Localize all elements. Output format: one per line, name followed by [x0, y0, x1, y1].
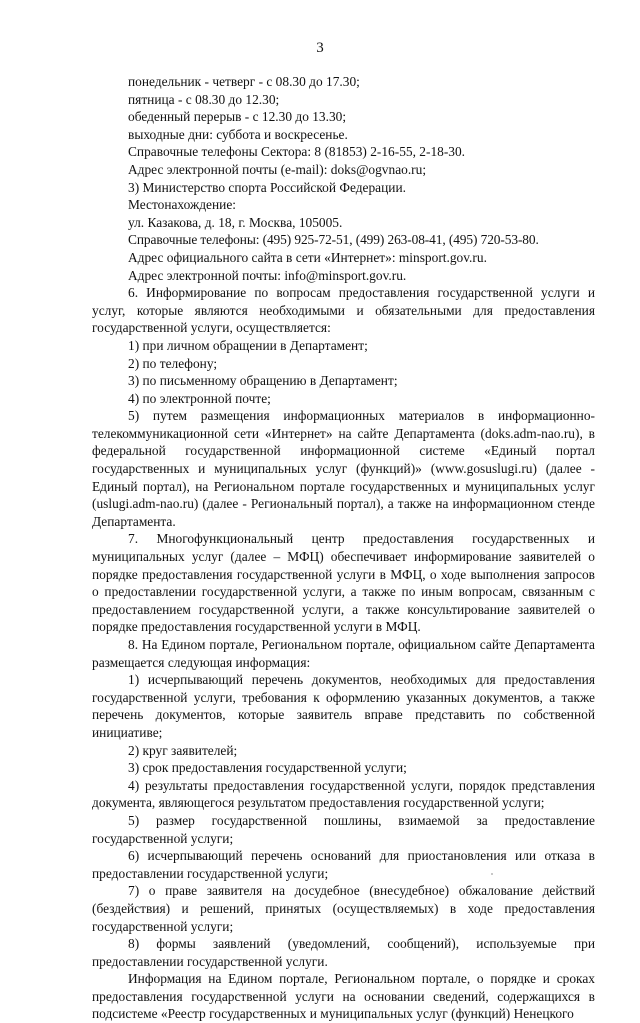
clause-8-item-7: 7) о праве заявителя на досудебное (внесудебное) обжалование действий (бездействия) и решений, принятых (осуществляемых) в ходе предоставления государственной услуги;	[92, 883, 595, 934]
document-body	[92, 73, 595, 1023]
ministry-phones: Справочные телефоны: (495) 925-72-51, (499) 263-08-41, (495) 720-53-80.	[128, 232, 539, 248]
clause-8-item-2: 2) круг заявителей;	[128, 742, 238, 758]
clause-8-item-5: 5) размер государственной пошлины, взимаемой за предоставление государственной услуги;	[92, 812, 595, 846]
clause-8-item-1: 1) исчерпывающий перечень документов, необходимых для предоставления государственной услуги, требования к оформлению указанных документов, а также перечень документов, которые заявитель вправе представить по собственной инициативе;	[92, 672, 595, 740]
schedule-lunch-break: обеденный перерыв - с 12.30 до 13.30;	[128, 109, 347, 125]
clause-6-item-3: 3) по письменному обращению в Департамент;	[128, 373, 398, 389]
ministry-email: Адрес электронной почты: info@minsport.gov.ru.	[128, 267, 407, 283]
scan-speck	[491, 873, 493, 875]
information-paragraph: Информация на Едином портале, Региональном портале, о порядке и сроках предоставления государственной услуги на основании сведений, содержащихся в подсистеме «Реестр государственных и муниципальных услуг (функций) Ненецкого	[92, 971, 595, 1022]
clause-8-item-8: 8) формы заявлений (уведомлений, сообщений), используемые при предоставлении государственной услуги.	[92, 936, 595, 969]
clause-6-item-5: 5) путем размещения информационных материалов в информационно-телекоммуникационной сети «Интернет» на сайте Департамента (doks.adm-nao.ru), в федеральной государственной информационной системе «Единый портал государственных и муниципальных услуг (функций)» (www.gosuslugi.ru) (далее - Единый портал), на Региональном портале государственных и муниципальных услуг (uslugi.adm-nao.ru) (далее - Региональный портал), а также на информационном стенде Департамента.	[92, 408, 595, 529]
clause-8-item-6: 6) исчерпывающий перечень оснований для приостановления или отказа в предоставлении государственной услуги;	[92, 848, 595, 881]
schedule-friday: пятница - с 08.30 до 12.30;	[128, 91, 280, 107]
clause-8-item-4: 4) результаты предоставления государственной услуги, порядок представления документа, являющегося результатом предоставления государственной услуги;	[92, 777, 595, 811]
ministry-website: Адрес официального сайта в сети «Интернет»: minsport.gov.ru.	[128, 249, 487, 265]
ministry-location-label: Местонахождение:	[128, 197, 236, 213]
clause-6-item-4: 4) по электронной почте;	[128, 390, 271, 406]
page-number: 3	[316, 40, 324, 56]
clause-6: 6. Информирование по вопросам предоставления государственной услуги и услуг, которые являются необходимыми и обязательными для предоставления государственной услуги, осуществляется:	[92, 285, 595, 336]
ministry-address: ул. Казакова, д. 18, г. Москва, 105005.	[128, 214, 343, 230]
ministry-title: 3) Министерство спорта Российской Федерации.	[128, 179, 406, 195]
sector-email: Адрес электронной почты (e-mail): doks@ogvnao.ru;	[128, 161, 427, 177]
clause-6-item-2: 2) по телефону;	[128, 355, 218, 371]
clause-8-item-3: 3) срок предоставления государственной услуги;	[128, 760, 407, 776]
sector-phones: Справочные телефоны Сектора: 8 (81853) 2-16-55, 2-18-30.	[128, 144, 466, 160]
schedule-days-off: выходные дни: суббота и воскресенье.	[128, 126, 348, 142]
clause-8: 8. На Едином портале, Региональном портале, официальном сайте Департамента размещается следующая информация:	[92, 637, 595, 670]
clause-7: 7. Многофункциональный центр предоставления государственных и муниципальных услуг (далее – МФЦ) обеспечивает информирование заявителей о порядке предоставления государственной услуги в МФЦ, о ходе выполнения запросов о предоставлении государственной услуги, а также по иным вопросам, связанным с предоставлением государственной услуги, а также консультирование заявителей о порядке предоставления государственной услуги в МФЦ.	[92, 531, 595, 635]
schedule-weekdays: понедельник - четверг - с 08.30 до 17.30;	[128, 74, 360, 89]
clause-6-item-1: 1) при личном обращении в Департамент;	[128, 337, 368, 353]
